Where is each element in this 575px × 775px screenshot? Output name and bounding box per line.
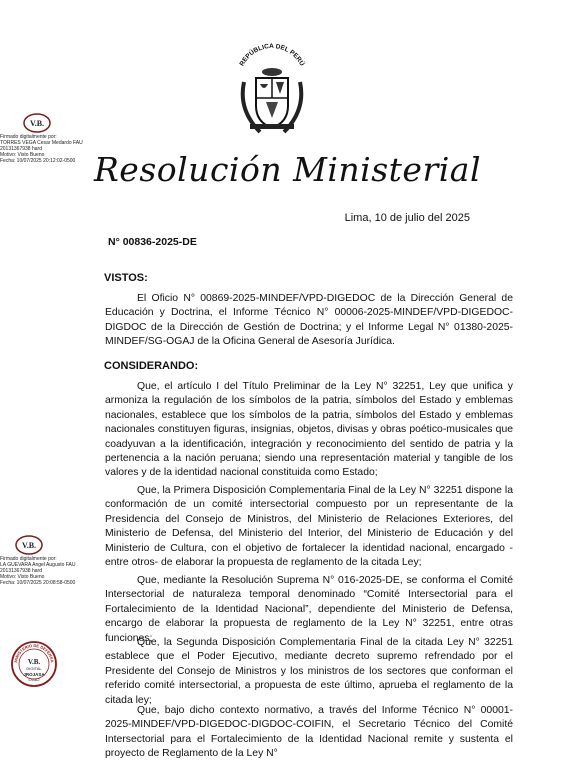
vb-stamp-text: V.B.	[29, 119, 45, 128]
vb-stamp-icon	[14, 534, 44, 556]
signature-1-line-4: Motivo: Visto Bueno	[0, 152, 45, 158]
ministry-round-stamp	[10, 640, 58, 688]
resolution-number: N° 00836-2025-DE	[108, 236, 197, 248]
digital-signature-2[interactable]	[0, 534, 100, 586]
peru-coat-of-arms	[232, 40, 312, 140]
considerando-heading: CONSIDERANDO:	[104, 360, 199, 372]
signature-1-line-2: TORRES VEGA Cesar Medardo FAU	[0, 140, 83, 146]
vb-stamp-text: V.B.	[21, 541, 37, 550]
stamp-office-text: OGAJ	[28, 677, 40, 682]
considerando-paragraph-4: Que, la Segunda Disposición Complementaria Final de la citada Ley N° 32251 establece que el Poder Ejecutivo, mediante decreto supremo refrendado por el Presidente del Consejo de Ministros y los ministros de los sectores que conforman el referido comité intersectorial, a propuesta de este último, aprueba el reglamento de la citada ley;	[105, 637, 513, 706]
signature-2-line-5: Fecha: 10/07/2025 20:08:58-0500	[0, 580, 76, 586]
crest-label: REPÚBLICA DEL PERÚ	[238, 42, 306, 68]
svg-text:REPÚBLICA DEL PERÚ	[239, 43, 308, 68]
considerando-paragraph-5: Que, bajo dicho contexto normativo, a través del Informe Técnico N° 00001-2025-MINDEF/VPD-DIGEDOC-DIGDOC-COIFIN, el Secretario Técnico del Comité Intersectorial para el Fortalecimiento de la Identidad Nacional remite y sustenta el proyecto de Reglamento de la Ley N°	[105, 705, 513, 760]
signature-2-line-3: 20131367938 hard	[0, 568, 42, 574]
considerando-paragraph-1: Que, el artículo I del Título Preliminar de la Ley N° 32251, Ley que unifica y armoniza la regulación de los símbolos de la patria, símbolos del Estado y emblemas nacionales, establece que los símbolos de la patria, símbolos del Estado y emblemas nacionales constituyen figuras, insignias, objetos, divisas y obras poético-musicales que coadyuvan a la identificación, integración y reconocimiento del sentido de patria y la pertenencia a la nación peruana; siendo una representación material y tangible de los valores y de la identidad nacional constituida como Estado;	[105, 381, 513, 479]
document-title: Resolución Ministerial	[93, 150, 482, 189]
vb-stamp-icon	[22, 112, 52, 134]
considerando-paragraph-3: Que, mediante la Resolución Suprema N° 016-2025-DE, se conforma el Comité Intersectorial de naturaleza temporal denominado “Comité Intersectorial para el Fortalecimiento de la Identidad Nacional”, dependiente del Ministerio de Defensa, encargo de elaborar la propuesta de reglamento de la Ley N° 32251, entre otras funciones;	[105, 575, 513, 644]
document-date: Lima, 10 de julio del 2025	[344, 212, 470, 224]
vistos-heading: VISTOS:	[104, 272, 148, 284]
signature-2-line-2: LA GUEVARA Angel Augusto FAU	[0, 562, 76, 568]
vistos-paragraph: El Oficio N° 00869-2025-MINDEF/VPD-DIGEDOC de la Dirección General de Educación y Doctrina, el Informe Técnico N° 00006-2025-MINDEF/VPD-DIGEDOC-DIGDOC de la Dirección de Gestión de Doctrina; y el Informe Legal N° 01380-2025-MINDEF/SG-OGAJ de la Oficina General de Asesoría Jurídica.	[105, 293, 513, 348]
signature-1-line-1: Firmado digitalmente por:	[0, 134, 57, 140]
signature-2-line-1: Firmado digitalmente por:	[0, 556, 57, 562]
signature-1-line-3: 20131367938 hard	[0, 146, 42, 152]
considerando-paragraph-2: Que, la Primera Disposición Complementaria Final de la Ley N° 32251 dispone la conformación de un comité intersectorial compuesto por un representante de la Presidencia del Consejo de Ministros, del Ministerio de Relaciones Exteriores, del Ministerio de Defensa, del Ministerio del Interior, del Ministerio de Educación y del Ministerio de Cultura, con el objetivo de fortalecer la identidad nacional, encargado -entre otros- de elaborar la propuesta de reglamento de la citada Ley;	[105, 485, 513, 569]
signature-1-line-5: Fecha: 10/07/2025 20:12:02-0500	[0, 158, 76, 164]
stamp-ring-text: MINISTERIO DE DEFENSA	[13, 642, 55, 663]
stamp-sub-text: DIGITAL	[26, 666, 42, 671]
stamp-name-text: JROJASA	[23, 672, 45, 677]
digital-signature-1[interactable]	[0, 112, 95, 164]
stamp-center-text: V.B.	[27, 658, 41, 666]
signature-2-line-4: Motivo: Visto Bueno	[0, 574, 45, 580]
